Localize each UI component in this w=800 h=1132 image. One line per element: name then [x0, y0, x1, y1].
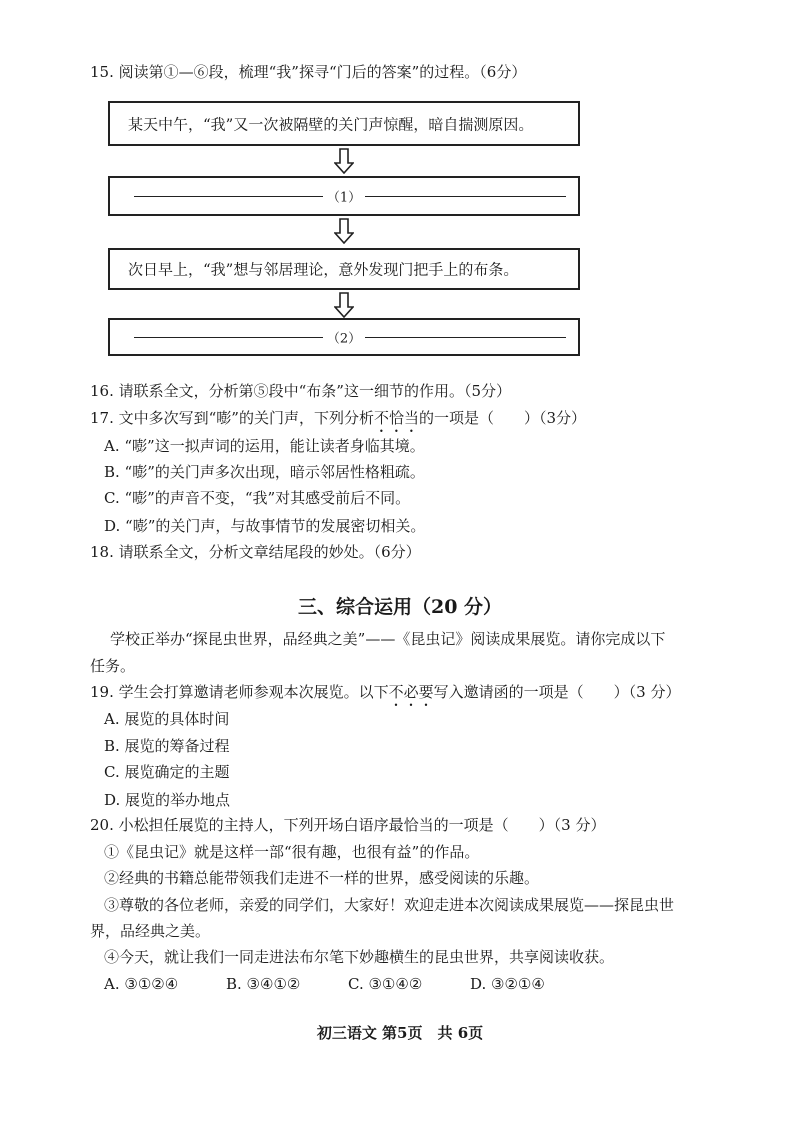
sentence-3-line-2: 界，品经典之美。 — [90, 922, 211, 940]
question-19-prefix: 19. 学生会打算邀请老师参观本次展览。以下 — [90, 683, 389, 701]
question-20: 20. 小松担任展览的主持人，下列开场白语序最恰当的一项是（ ）（3 分） — [90, 816, 606, 834]
sentence-2: ②经典的书籍总能带领我们走进不一样的世界，感受阅读的乐趣。 — [104, 869, 540, 887]
sentence-1: ①《昆虫记》就是这样一部“很有趣，也很有益”的作品。 — [104, 843, 480, 861]
question-16: 16. 请联系全文，分析第⑤段中“布条”这一细节的作用。（5分） — [90, 382, 512, 400]
option-20d[interactable]: D. ③②①④ — [470, 975, 545, 993]
down-arrow-icon — [334, 218, 354, 244]
option-20b[interactable]: B. ③④①② — [226, 975, 301, 993]
sentence-3-line-1: ③尊敬的各位老师，亲爱的同学们，大家好！欢迎走进本次阅读成果展览——探昆虫世 — [104, 896, 675, 914]
question-19-suffix: 写入邀请函的一项是（ ）（3 分） — [433, 683, 681, 701]
section-title: 三、综合运用（20 分） — [297, 596, 503, 618]
option-19c[interactable]: C. 展览确定的主题 — [104, 763, 230, 781]
sentence-4: ④今天，就让我们一同走进法布尔笔下妙趣横生的昆虫世界，共享阅读收获。 — [104, 948, 615, 966]
option-20c[interactable]: C. ③①④② — [348, 975, 423, 993]
flow-step-4-blank[interactable] — [108, 318, 580, 356]
question-19 — [90, 682, 680, 710]
option-17b[interactable]: B. “嘭”的关门声多次出现，暗示邻居性格粗疏。 — [104, 463, 425, 481]
section-intro-line-1: 学校正举办“探昆虫世界，品经典之美”——《昆虫记》阅读成果展览。请你完成以下 — [110, 630, 666, 648]
option-19d[interactable]: D. 展览的举办地点 — [104, 791, 231, 809]
blank-label-1: （1） — [323, 191, 365, 206]
flow-step-3 — [108, 248, 580, 290]
question-17-suffix: 的一项是（ ）（3分） — [418, 409, 587, 427]
question-19-emphasis: 不必要 — [388, 683, 434, 701]
option-17a[interactable]: A. “嘭”这一拟声词的运用，能让读者身临其境。 — [104, 437, 425, 455]
question-17 — [90, 408, 586, 436]
page-footer: 初三语文 第5页 共 6页 — [316, 1024, 484, 1042]
question-15: 15. 阅读第①—⑥段，梳理“我”探寻“门后的答案”的过程。（6分） — [90, 63, 527, 81]
flow-step-1 — [108, 101, 580, 146]
question-17-prefix: 17. 文中多次写到“嘭”的关门声，下列分析 — [90, 409, 374, 427]
option-19a[interactable]: A. 展览的具体时间 — [104, 710, 230, 728]
section-intro-line-2: 任务。 — [90, 657, 136, 675]
down-arrow-icon — [334, 292, 354, 318]
option-17c[interactable]: C. “嘭”的声音不变，“我”对其感受前后不同。 — [104, 489, 411, 507]
option-17d[interactable]: D. “嘭”的关门声，与故事情节的发展密切相关。 — [104, 517, 426, 535]
flow-step-2-blank[interactable] — [108, 176, 580, 216]
question-18: 18. 请联系全文，分析文章结尾段的妙处。（6分） — [90, 543, 421, 561]
flow-step-1-text: 某天中午，“我”又一次被隔壁的关门声惊醒，暗自揣测原因。 — [128, 115, 534, 133]
option-19b[interactable]: B. 展览的筹备过程 — [104, 737, 230, 755]
option-20a[interactable]: A. ③①②④ — [104, 975, 179, 993]
down-arrow-icon — [334, 148, 354, 174]
blank-label-2: （2） — [323, 332, 365, 347]
question-17-emphasis: 不恰当 — [373, 409, 419, 427]
flow-step-3-text: 次日早上，“我”想与邻居理论，意外发现门把手上的布条。 — [128, 260, 519, 279]
